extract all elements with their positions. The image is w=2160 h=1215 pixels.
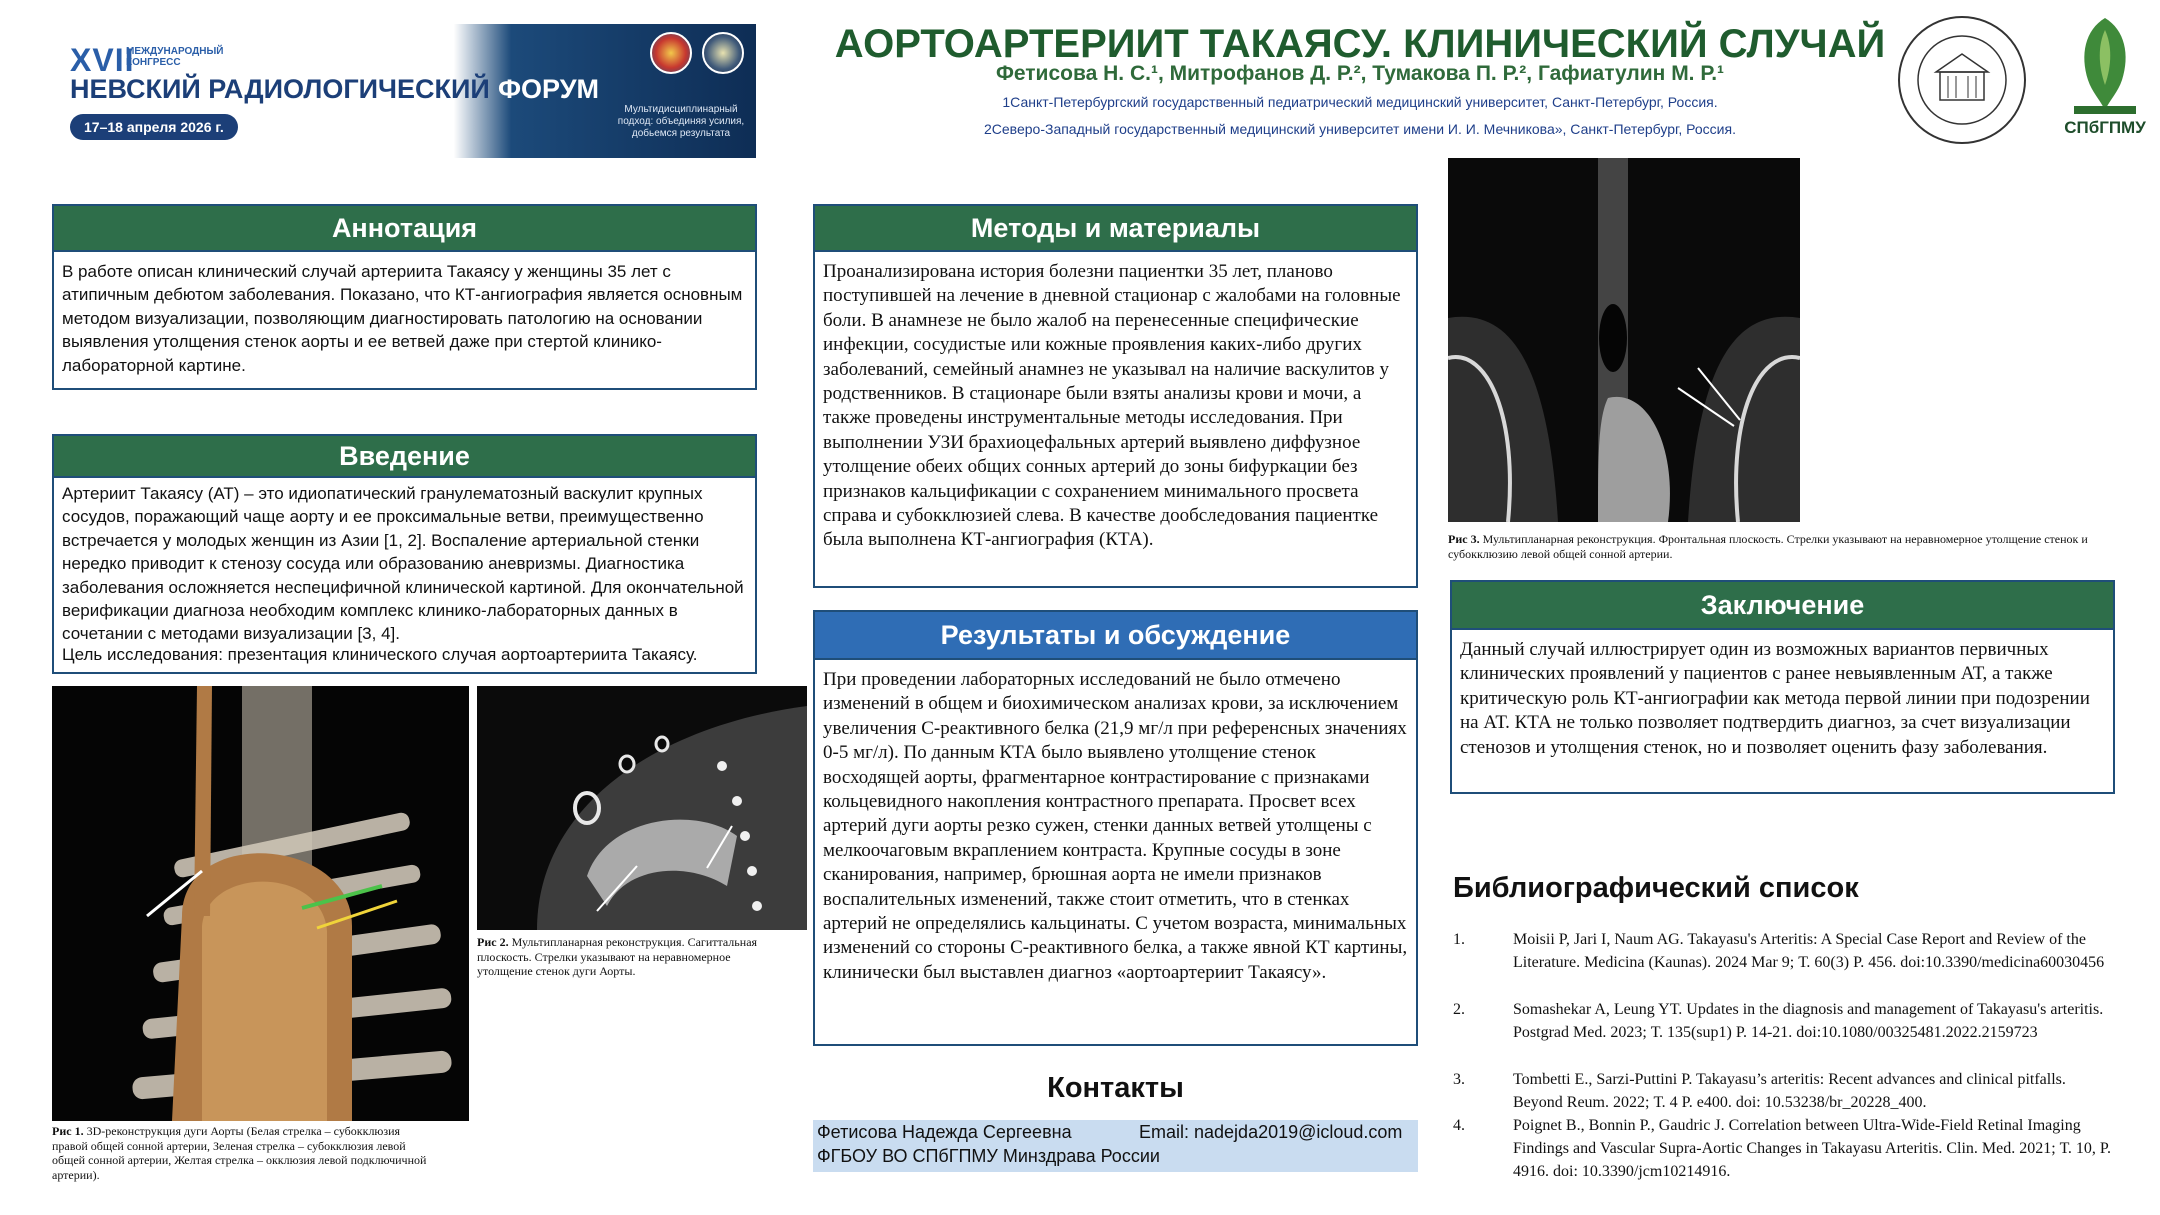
annotation-box <box>52 250 757 390</box>
conclusion-header: Заключение <box>1450 580 2115 630</box>
figure-3-text: Мультипланарная реконструкция. Фронтальная плоскость. Стрелки указывают на неравномерное утолщение стенок и субокклюзию левой общей сонной артерии. <box>1448 532 2088 561</box>
university-seal-icon <box>1896 14 2028 146</box>
figure-1-caption <box>52 1124 432 1182</box>
banner-forum-b: ФОРУМ <box>498 74 599 104</box>
contacts-title: Контакты <box>1047 1072 1184 1104</box>
society-emblem-icon <box>702 32 744 74</box>
banner-dates: 17–18 апреля 2026 г. <box>70 114 238 140</box>
contacts-org: ФГБОУ ВО СПбГПМУ Минздрава России <box>817 1146 1160 1166</box>
banner-forum-a: НЕВСКИЙ РАДИОЛОГИЧЕСКИЙ <box>70 74 490 104</box>
bibliography-title: Библиографический список <box>1453 872 1859 904</box>
figure-1-label: Рис 1. <box>52 1124 84 1138</box>
affiliation-2: 2Северо-Западный государственный медицинский университет имени И. И. Мечникова», Санкт-Петербург, Россия. <box>984 121 1736 137</box>
poster-authors: Фетисова Н. С.¹, Митрофанов Д. Р.², Тумакова П. Р.², Гафиатулин М. Р.¹ <box>995 62 1725 85</box>
conclusion-text: Данный случай иллюстрирует один из возможных вариантов первичных клинических проявлений у пациентов с ранее невыявленным АТ, а также критическую роль КТ-ангиографии как метода первой линии при подозрении на АТ. КТА не только позволяет подтвердить диагноз, за счет визуализации стенозов и утолщения стенок, но и позволяет оценить фазу заболевания. <box>1460 639 2090 758</box>
spbgpmu-emblem-icon <box>2060 10 2150 120</box>
congress-banner <box>36 24 756 158</box>
figure-1-image <box>52 686 469 1121</box>
figure-3-caption <box>1448 532 2088 561</box>
methods-box <box>813 250 1418 588</box>
annotation-text: В работе описан клинический случай артериита Такаясу у женщины 35 лет с атипичным дебютом заболевания. Показано, что КТ-ангиография является основным методом визуализации, позволяющим диагностировать патологию на основании выявления утолщения стенок аорты и ее ветвей даже при стертой клинико-лабораторной картине. <box>62 262 743 375</box>
intro-header: Введение <box>52 434 757 478</box>
society-logo-icon <box>650 32 692 74</box>
methods-text: Проанализирована история болезни пациентки 35 лет, планово поступившей на лечение в дневной стационар с жалобами на головные боли. В анамнезе не было жалоб на перенесенные специфические инфекции, сосудистые или кожные проявления каких-либо других заболеваний, семейный анамнез не указывал на наличие васкулитов у родственников. В стационаре были взяты анализы крови и мочи, а также проведены инструментальные методы исследования. При выполнении УЗИ брахиоцефальных артерий выявлено диффузное утолщение обеих общих сонных артерий до зоны бифуркации без признаков кальцификации с сохранением минимального просвета справа и субокклюзией слева. В качестве дообследования пациентке была выполнена КТ-ангиография (КТА). <box>823 261 1401 551</box>
results-header: Результаты и обсуждение <box>813 610 1418 660</box>
banner-congress: МЕЖДУНАРОДНЫЙ КОНГРЕСС <box>126 46 224 68</box>
banner-roman: XVII <box>70 42 135 78</box>
spbgpmu-logo-text: СПбГПМУ <box>2064 118 2146 137</box>
figure-2-image <box>477 686 807 930</box>
contacts-box <box>813 1120 1418 1172</box>
contacts-email[interactable]: Email: nadejda2019@icloud.com <box>1139 1122 1403 1142</box>
figure-1-text: 3D-реконструкция дуги Аорты (Белая стрелка – субокклюзия правой общей сонной артерии, Зеленая стрелка – субокклюзия левой общей сонной артерии, Желтая стрелка – окклюзия левой подключичной артерии). <box>52 1124 427 1182</box>
annotation-header: Аннотация <box>52 204 757 252</box>
affiliation-1: 1Санкт-Петербургский государственный педиатрический медицинский университет, Санкт-Петербург, Россия. <box>1002 94 1718 110</box>
bibliography-list: 1. Moisii P, Jari I, Naum AG. Takayasu's Arteritis: A Special Case Report and Review of the Literature. Medicina (Kaunas). 2024 Mar 9; Т. 60(3) P. 456. doi:10.3390/medicina60030456 2. Somashekar A, Leung YT. Updates in the diagnosis and management of Takayasu's arteritis. Postgrad Med. 2023; Т. 135(sup1) P. 14-21. doi:10.1080/00325481.2022.2159723 3. Tombetti E., Sarzi-Puttini P. Takayasu’s arteritis: Recent advances and clinical pitfalls. Beyond Reum. 2022; Т. 4 P. e400. doi: 10.53238/br_20228_400. 4. Poignet B., Bonnin P., Gaudric J. Correlation between Ultra-Wide-Field Retinal Imaging Findings and Vascular Supra-Aortic Changes in Takayasu Arteritis. Clin. Med. 2021; Т. 10, P. 4916. doi: 10.3390/jcm10214916. <box>1453 931 2111 1180</box>
figure-3-image <box>1448 158 1800 522</box>
banner-tagline: Мультидисциплинарный подход: объединяя усилия, добьемся результата <box>617 104 745 139</box>
figure-3-label: Рис 3. <box>1448 532 1480 546</box>
methods-header: Методы и материалы <box>813 204 1418 252</box>
figure-2-label: Рис 2. <box>477 935 509 949</box>
intro-text: Артериит Такаясу (АТ) – это идиопатический гранулематозный васкулит крупных сосудов, поражающий чаще аорту и ее проксимальные ветви, преимущественно встречается у молодых женщин из Азии [1, 2]. Воспаление артериальной стенки нередко приводит к стенозу сосуда или образованию аневризмы. Диагностика заболевания осложняется неспецифичной клинической картиной. Для окончательной верификации диагноза необходим комплекс клинико-лабораторных данных в сочетании с методами визуализации [3, 4]. <box>62 484 744 644</box>
results-text: При проведении лабораторных исследований не было отмечено изменений в общем и биохимическом анализах крови, за исключением увеличения С-реактивного белка (21,9 мг/л при референсных значениях 0-5 мг/л). По данным КТА было выявлено утолщение стенок восходящей аорты, фрагментарное контрастирование с признаками кольцевидного накопления контрастного препарата. Просвет всех артерий дуги аорты резко сужен, стенки данных ветвей утолщены с мелкоочаговым вкраплением контраста. Крупные сосуды в зоне сканирования, например, брюшная аорта не имели признаков воспалительных изменений, также стоит отметить, что в стенках артерий не определялись кальцинаты. С учетом возраста, минимальных изменений со стороны С-реактивного белка, а также явной КТ картины, клинически был выставлен диагноз «аортоартериит Такаясу». <box>823 669 1408 983</box>
poster-title: АОРТОАРТЕРИИТ ТАКАЯСУ. КЛИНИЧЕСКИЙ СЛУЧАЙ <box>834 22 1886 66</box>
results-box <box>813 658 1418 1046</box>
intro-aim: Цель исследования: презентация клинического случая аортоартериита Такаясу. <box>62 645 698 664</box>
intro-box <box>52 476 757 674</box>
contacts-name: Фетисова Надежда Сергеевна <box>817 1122 1072 1142</box>
figure-2-text: Мультипланарная реконструкция. Сагиттальная плоскость. Стрелки указывают на неравномерное утолщение стенок дуги Аорты. <box>477 935 758 978</box>
conclusion-box <box>1450 628 2115 794</box>
figure-2-caption <box>477 935 767 979</box>
